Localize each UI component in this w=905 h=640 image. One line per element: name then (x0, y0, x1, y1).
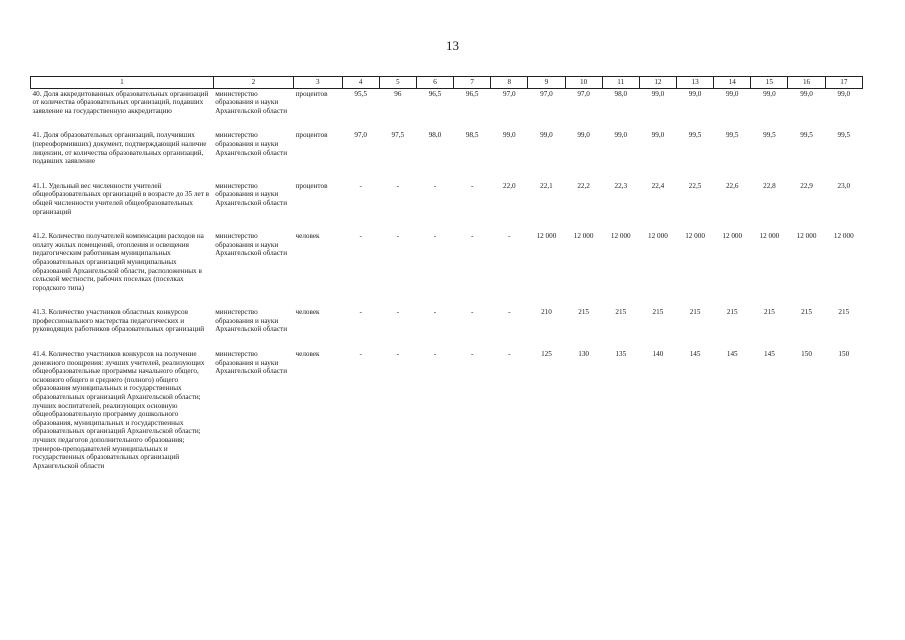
indicator-name: 41.3. Количество участников областных конкурсов профессионального мастерства педагогических и руководящих работников образовательных организаций (32, 308, 205, 334)
row-spacer (31, 116, 863, 130)
value-cell: - (396, 350, 400, 359)
spacer-cell (31, 293, 863, 307)
value-cell: 12 000 (648, 232, 668, 241)
indicator-name: 41. Доля образовательных организаций, получивших (переоформивших) документ, подтверждающий наличие лицензии, от количества образовательных организаций, подавших заявление (32, 131, 207, 166)
header-cell: 6 (416, 77, 453, 89)
value-cell: 12 000 (796, 232, 817, 241)
value-cell: 22,2 (577, 181, 590, 190)
value-cell: 215 (764, 308, 775, 317)
header-cell: 15 (751, 77, 788, 89)
indicator-name: 41.2. Количество получателей компенсации расходов на оплату жилых помещений, отопления и освещения педагогическим работникам муниципальных образовательных организаций муниципальных образований Архангельской области, расположенных в сельской местности, рабочих поселках (поселках городского типа) (32, 232, 204, 292)
unit: процентов (295, 89, 328, 98)
unit: человек (295, 308, 320, 317)
value-cell: 22,1 (540, 181, 553, 190)
header-cell: 2 (213, 77, 293, 89)
value-cell: 96,5 (428, 89, 442, 98)
value-cell: 22,0 (503, 181, 516, 190)
value-cell: 23,0 (837, 181, 851, 190)
header-cell: 12 (639, 77, 676, 89)
value-cell: 99,0 (577, 131, 590, 140)
value-cell: 97,0 (540, 89, 553, 98)
table-row (31, 307, 863, 335)
value-cell: 96 (394, 89, 402, 98)
header-cell: 8 (491, 77, 528, 89)
header-cell: 7 (454, 77, 491, 89)
value-cell: 97,5 (391, 131, 405, 140)
table-body (31, 88, 863, 471)
value-cell: 12 000 (759, 232, 780, 241)
value-cell: - (433, 232, 437, 241)
value-cell: 97,0 (503, 89, 516, 98)
value-cell: 145 (726, 350, 738, 359)
indicator-table (30, 76, 863, 471)
responsible-org: министерство образования и науки Архангельской области (215, 232, 288, 258)
header-cell: 16 (788, 77, 825, 89)
row-spacer (31, 335, 863, 349)
spacer-cell (31, 217, 863, 231)
value-cell: - (396, 308, 400, 317)
header-cell: 9 (528, 77, 565, 89)
value-cell: 99,0 (540, 131, 553, 140)
header-cell: 3 (294, 77, 343, 89)
value-cell: - (396, 232, 400, 241)
indicator-name: 41.1. Удельный вес численности учителей общеобразовательных организаций в возрасте до 35 лет в общей численности учителей общеобразовательных организаций (32, 181, 210, 216)
value-cell: 99,5 (688, 131, 702, 140)
value-cell: - (508, 308, 511, 317)
unit: человек (295, 350, 320, 359)
value-cell: 98,5 (465, 131, 479, 140)
value-cell: - (470, 181, 474, 190)
header-cell: 1 (31, 77, 214, 89)
value-cell: - (508, 232, 511, 241)
spacer-cell (31, 116, 863, 130)
responsible-org: министерство образования и науки Архангельской области (215, 89, 288, 115)
row-spacer (31, 293, 863, 307)
value-cell: 22,6 (725, 181, 739, 190)
value-cell: 145 (689, 350, 701, 359)
indicator-name: 41.4. Количество участников конкурсов на получение денежного поощрения: лучших учителей, реализующих общеобразовательные программы начального общего, основного общего и среднего (полного) общего образования муниципальных и государственных образовательных организаций Архангельской области; лучших воспитателей, реализующих основную общеобразовательную программу дошкольного образования, муниципальных и государственных образовательных организаций Архангельской области; лучших педагогов дополнительного образования; тренеров-преподавателей муниципальных и государственных образовательных организаций Архангельской области (32, 350, 205, 470)
value-cell: 12 000 (610, 232, 631, 241)
value-cell: - (396, 181, 400, 190)
value-cell: 99,5 (763, 131, 776, 140)
value-cell: 210 (541, 308, 552, 317)
header-cell: 17 (825, 77, 862, 89)
value-cell: 150 (801, 350, 812, 359)
value-cell: - (359, 232, 362, 241)
header-cell: 4 (342, 77, 379, 89)
value-cell: 99,0 (725, 89, 739, 98)
value-cell: - (359, 308, 362, 317)
table-row (31, 181, 863, 217)
responsible-org: министерство образования и науки Архангельской области (215, 308, 288, 334)
value-cell: 215 (838, 308, 850, 317)
value-cell: - (508, 350, 511, 359)
value-cell: 98,0 (614, 89, 628, 98)
value-cell: - (470, 232, 474, 241)
value-cell: 97,0 (577, 89, 590, 98)
value-cell: 22,8 (763, 181, 776, 190)
value-cell: 99,0 (503, 131, 516, 140)
value-cell: 22,9 (800, 181, 813, 190)
value-cell: 125 (541, 350, 552, 359)
value-cell: 215 (801, 308, 812, 317)
value-cell: 135 (615, 350, 627, 359)
header-cell: 14 (714, 77, 751, 89)
value-cell: - (433, 181, 437, 190)
value-cell: 99,0 (651, 131, 665, 140)
unit: процентов (295, 181, 328, 190)
table-row (31, 231, 863, 293)
value-cell: - (359, 350, 362, 359)
responsible-org: министерство образования и науки Архангельской области (215, 350, 288, 376)
value-cell: 215 (652, 308, 664, 317)
row-spacer (31, 167, 863, 181)
table-row (31, 88, 863, 116)
table-row (31, 130, 863, 166)
value-cell: 130 (578, 350, 589, 359)
responsible-org: министерство образования и науки Архангельской области (215, 131, 288, 157)
value-cell: 98,0 (428, 131, 442, 140)
value-cell: 99,5 (837, 131, 851, 140)
value-cell: - (433, 308, 437, 317)
value-cell: - (470, 308, 474, 317)
header-cell: 10 (565, 77, 602, 89)
value-cell: 12 000 (685, 232, 705, 241)
table-row (31, 349, 863, 471)
indicator-name: 40. Доля аккредитованных образовательных организаций от количества образовательных организаций, подавших заявление на государственную аккредитацию (32, 89, 209, 115)
unit: человек (295, 232, 320, 241)
value-cell: 22,4 (651, 181, 665, 190)
value-cell: 99,0 (837, 89, 851, 98)
value-cell: 99,0 (688, 89, 702, 98)
value-cell: 96,5 (465, 89, 479, 98)
value-cell: 12 000 (833, 232, 854, 241)
value-cell: 145 (764, 350, 775, 359)
value-cell: 215 (615, 308, 627, 317)
unit: процентов (295, 131, 328, 140)
header-cell: 13 (677, 77, 714, 89)
value-cell: 99,5 (725, 131, 739, 140)
value-cell: 99,0 (763, 89, 776, 98)
header-cell: 11 (602, 77, 639, 89)
value-cell: 215 (726, 308, 738, 317)
value-cell: 12 000 (722, 232, 743, 241)
value-cell: 95,5 (354, 89, 367, 98)
value-cell: 22,5 (688, 181, 702, 190)
value-cell: - (433, 350, 437, 359)
responsible-org: министерство образования и науки Архангельской области (215, 181, 288, 207)
value-cell: 97,0 (354, 131, 367, 140)
value-cell: 215 (578, 308, 589, 317)
header-cell: 5 (379, 77, 416, 89)
spacer-cell (31, 167, 863, 181)
value-cell: 99,0 (800, 89, 813, 98)
header-row (31, 77, 863, 89)
value-cell: 22,3 (614, 181, 628, 190)
value-cell: 99,0 (651, 89, 665, 98)
value-cell: 150 (838, 350, 850, 359)
value-cell: - (359, 181, 362, 190)
spacer-cell (31, 335, 863, 349)
row-spacer (31, 217, 863, 231)
value-cell: 12 000 (573, 232, 594, 241)
value-cell: 99,0 (614, 131, 628, 140)
value-cell: 215 (689, 308, 701, 317)
page-number: 13 (446, 38, 459, 53)
value-cell: 12 000 (536, 232, 557, 241)
value-cell: 99,5 (800, 131, 813, 140)
value-cell: - (470, 350, 474, 359)
value-cell: 140 (652, 350, 664, 359)
